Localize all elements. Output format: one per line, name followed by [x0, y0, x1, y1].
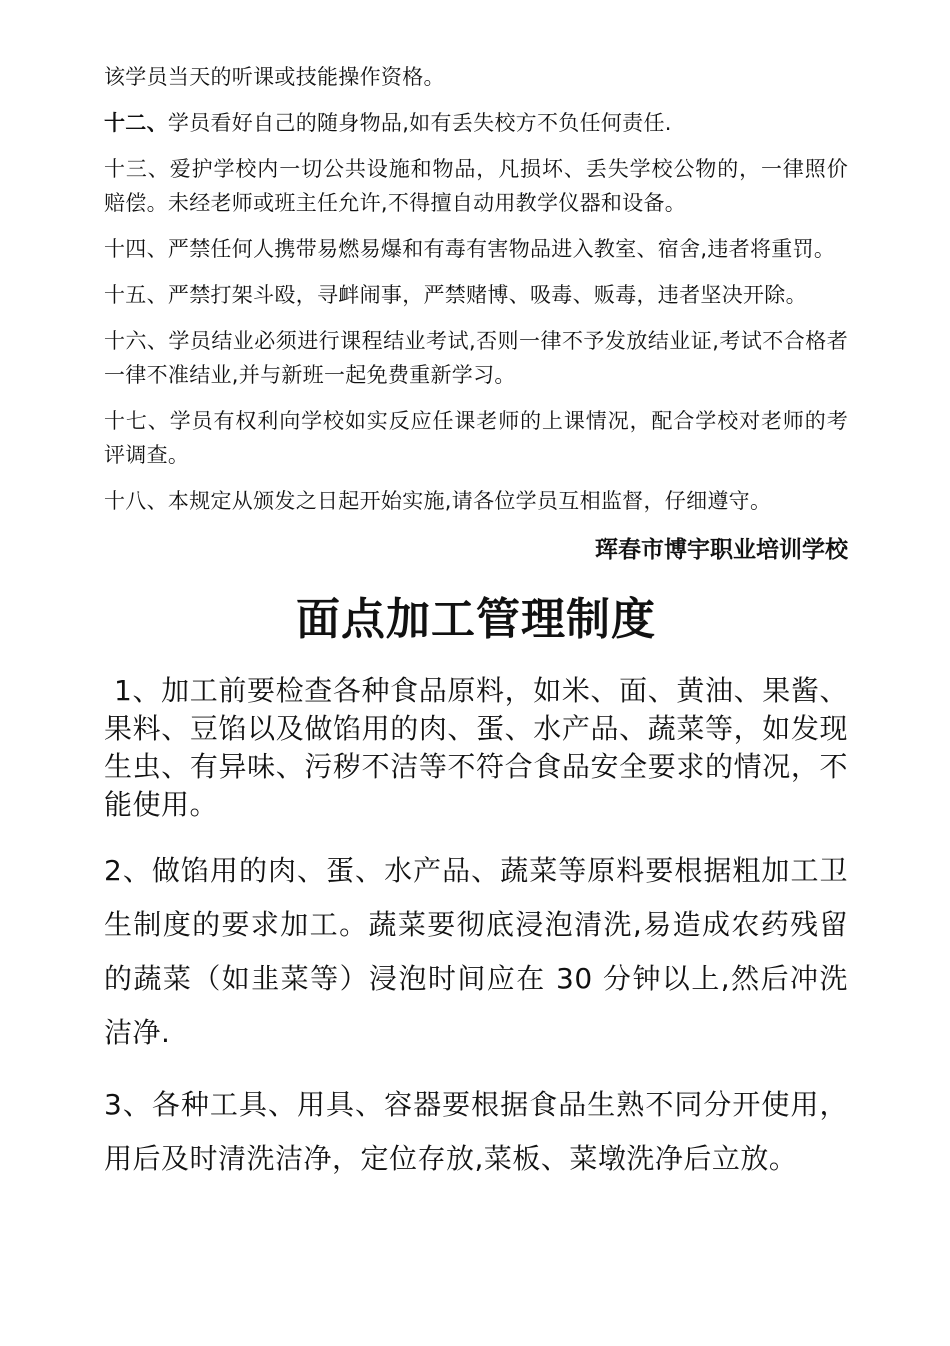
rule-17	[104, 404, 848, 472]
document-title: 面点加工管理制度	[296, 594, 656, 645]
rule-number: 十五、	[104, 283, 168, 307]
rule-text: 学员看好自己的随身物品,如有丢失校方不负任何责任.	[167, 111, 672, 135]
rule-16	[104, 324, 848, 392]
school-signature: 珲春市博宇职业培训学校	[595, 536, 848, 563]
rule-number: 十七、	[104, 409, 170, 433]
paragraph-3: 3、各种工具、用具、容器要根据食品生熟不同分开使用，用后及时清洗洁净，定位存放,菜板、菜墩洗净后立放。	[104, 1088, 848, 1175]
rule-text: 本规定从颁发之日起开始实施,请各位学员互相监督，仔细遵守。	[167, 489, 772, 513]
rule-text: 学员结业必须进行课程结业考试,否则一律不予发放结业证,考试不合格者一律不准结业,并与新班一起免费重新学习。	[104, 329, 848, 387]
rule-continuation	[104, 60, 848, 94]
rule-text: 严禁打架斗殴，寻衅闹事，严禁赌博、吸毒、贩毒，违者坚决开除。	[167, 283, 807, 307]
paragraph-1: 1、加工前要检查各种食品原料，如米、面、黄油、果酱、果料、豆馅以及做馅用的肉、蛋、水产品、蔬菜等，如发现生虫、有异味、污秽不洁等不符合食品安全要求的情况，不能使用。	[104, 674, 848, 821]
rule-number: 十六、	[104, 329, 169, 353]
rule-text: 爱护学校内一切公共设施和物品，凡损坏、丢失学校公物的，一律照价赔偿。未经老师或班主任允许,不得擅自动用教学仪器和设备。	[104, 157, 848, 215]
rule-number: 十二、	[104, 111, 168, 135]
rule-number: 十八、	[104, 489, 168, 513]
rule-number: 十四、	[104, 237, 168, 261]
rule-18	[104, 484, 848, 518]
rule-14	[104, 232, 848, 266]
paragraph-2: 2、做馅用的肉、蛋、水产品、蔬菜等原料要根据粗加工卫生制度的要求加工。蔬菜要彻底浸泡清洗,易造成农药残留的蔬菜（如韭菜等）浸泡时间应在 30 分钟以上,然后冲洗洁净.	[104, 854, 848, 1049]
rule-13	[104, 152, 848, 220]
rule-text: 该学员当天的听课或技能操作资格。	[104, 65, 445, 89]
rule-12	[104, 106, 848, 140]
rule-text: 学员有权利向学校如实反应任课老师的上课情况，配合学校对老师的考评调查。	[104, 409, 848, 467]
document-page	[104, 60, 848, 1200]
rule-number: 十三、	[104, 157, 170, 181]
rule-15	[104, 278, 848, 312]
rule-text: 严禁任何人携带易燃易爆和有毒有害物品进入教室、宿舍,违者将重罚。	[167, 237, 836, 261]
